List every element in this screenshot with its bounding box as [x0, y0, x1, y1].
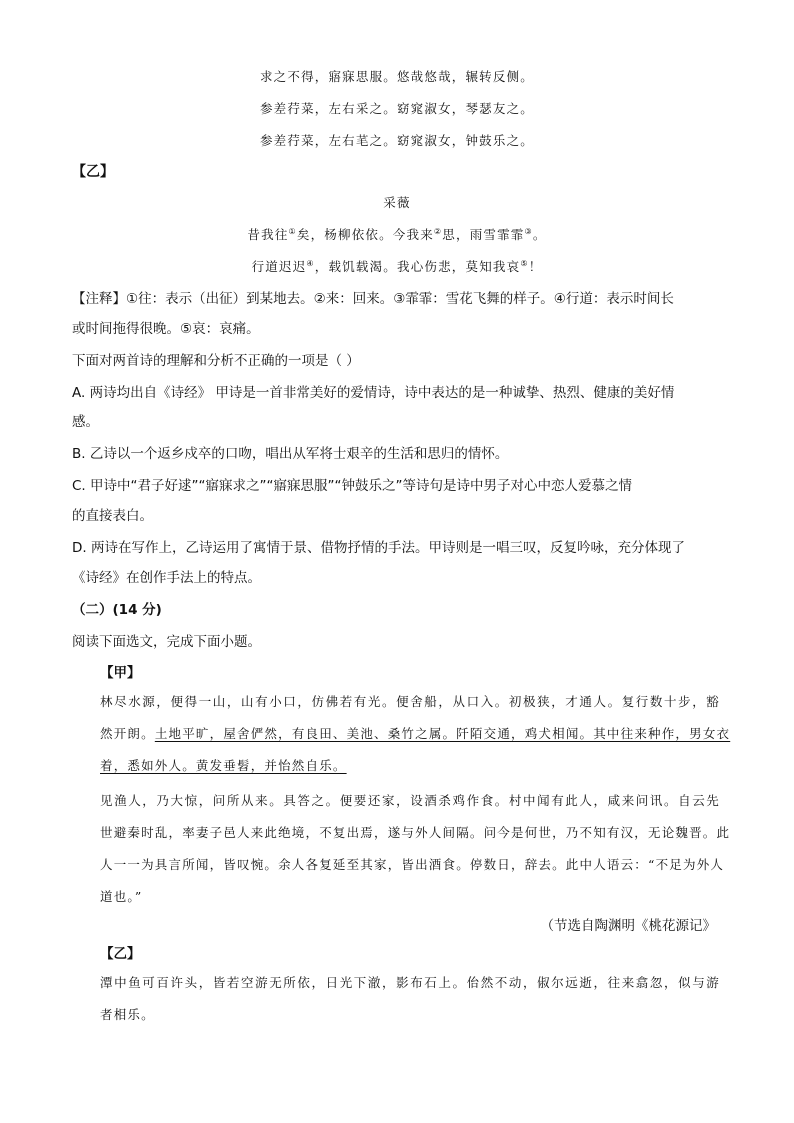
poem-jia-line-3: 参差荇菜，左右芼之。窈窕淑女，钟鼓乐之。: [259, 133, 534, 148]
passage-jia-p2-line-2: 世避秦时乱，率妻子邑人来此绝境，不复出焉，遂与外人间隔。问今是何世，乃不知有汉，无论魏晋。此: [100, 825, 731, 840]
poem-yi-title: 采薇: [383, 195, 411, 210]
option-b: B. 乙诗以一个返乡戍卒的口吻，唱出从军将士艰辛的生活和思归的情怀。: [72, 446, 509, 462]
section-2-instruction: 阅读下面选文，完成下面小题。: [72, 634, 261, 650]
notes-line-1: 【注释】①往：表示（出征）到某地去。②来：回来。③霏霏：雪花飞舞的样子。④行道：表示时间长: [72, 291, 674, 307]
passage-jia-p2-line-4: 道也。”: [100, 889, 143, 904]
option-d-line-2: 《诗经》在创作手法上的特点。: [72, 570, 261, 586]
passage-jia-p2-line-3: 人一一为具言所闻，皆叹惋。余人各复延至其家，皆出酒食。停数日，辞去。此中人语云：“不足为外人: [100, 857, 725, 872]
option-a-line-2: 感。: [72, 414, 99, 430]
option-d-line-1: D. 两诗在写作上，乙诗运用了寓情于景、借物抒情的手法。甲诗则是一唱三叹，反复吟咏，充分体现了: [72, 540, 685, 556]
passage-yi-label: 【乙】: [100, 946, 141, 962]
passage-jia-p1-line-2: 然开朗。土地平旷，屋舍俨然，有良田、美池、桑竹之属。阡陌交通，鸡犬相闻。其中往来种作，男女衣: [100, 726, 731, 741]
underlined-sentence: 土地平旷，屋舍俨然，有良田、美池、桑竹之属。阡陌交通，鸡犬相闻。其中往来种作，男女衣: [154, 726, 731, 741]
option-c-line-1: C. 甲诗中“君子好逑”“寤寐求之”“寤寐思服”“钟鼓乐之”等诗句是诗中男子对心中恋人爱慕之情: [72, 478, 632, 494]
option-c-line-2: 的直接表白。: [72, 508, 153, 524]
poem-yi-label: 【乙】: [72, 164, 114, 180]
poem-jia-line-2: 参差荇菜，左右采之。窈窕淑女，琴瑟友之。: [259, 101, 534, 116]
passage-jia-p1-line-1: 林尽水源，便得一山，山有小口，仿佛若有光。便舍船，从口入。初极狭，才通人。复行数十步，豁: [100, 694, 720, 709]
underlined-sentence: 着，悉如外人。黄发垂髫，并怡然自乐。: [100, 758, 347, 773]
passage-yi-line-1: 潭中鱼可百许头，皆若空游无所依，日光下澈，影布石上。佁然不动，俶尔远逝，往来翕忽，似与游: [100, 975, 720, 990]
passage-source: （节选自陶渊明《桃花源记》: [540, 918, 716, 934]
poem-jia-line-1: 求之不得，寤寐思服。悠哉悠哉，辗转反侧。: [259, 69, 534, 84]
passage-jia-label: 【甲】: [100, 665, 141, 681]
poem-yi-line-2: 行道迟迟④，载饥载渴。我心伤悲，莫知我哀⑤！: [251, 258, 543, 274]
poem-yi-line-1: 昔我往①矣，杨柳依依。今我来②思，雨雪霏霏③。: [247, 226, 547, 242]
question-stem: 下面对两首诗的理解和分析不正确的一项是（ ）: [72, 353, 360, 369]
passage-jia-p2-line-1: 见渔人，乃大惊，问所从来。具答之。便要还家，设酒杀鸡作食。村中闻有此人，咸来问讯。自云先: [100, 793, 720, 808]
option-a-line-1: A. 两诗均出自《诗经》 甲诗是一首非常美好的爱情诗，诗中表达的是一种诚挚、热烈、健康的美好情: [72, 385, 675, 401]
section-2-heading: （二）(14 分): [72, 602, 162, 618]
passage-jia-p1-line-3: [100, 756, 347, 774]
passage-yi-line-2: 者相乐。: [100, 1007, 155, 1022]
notes-line-2: 或时间拖得很晚。⑤哀：哀痛。: [72, 321, 260, 337]
